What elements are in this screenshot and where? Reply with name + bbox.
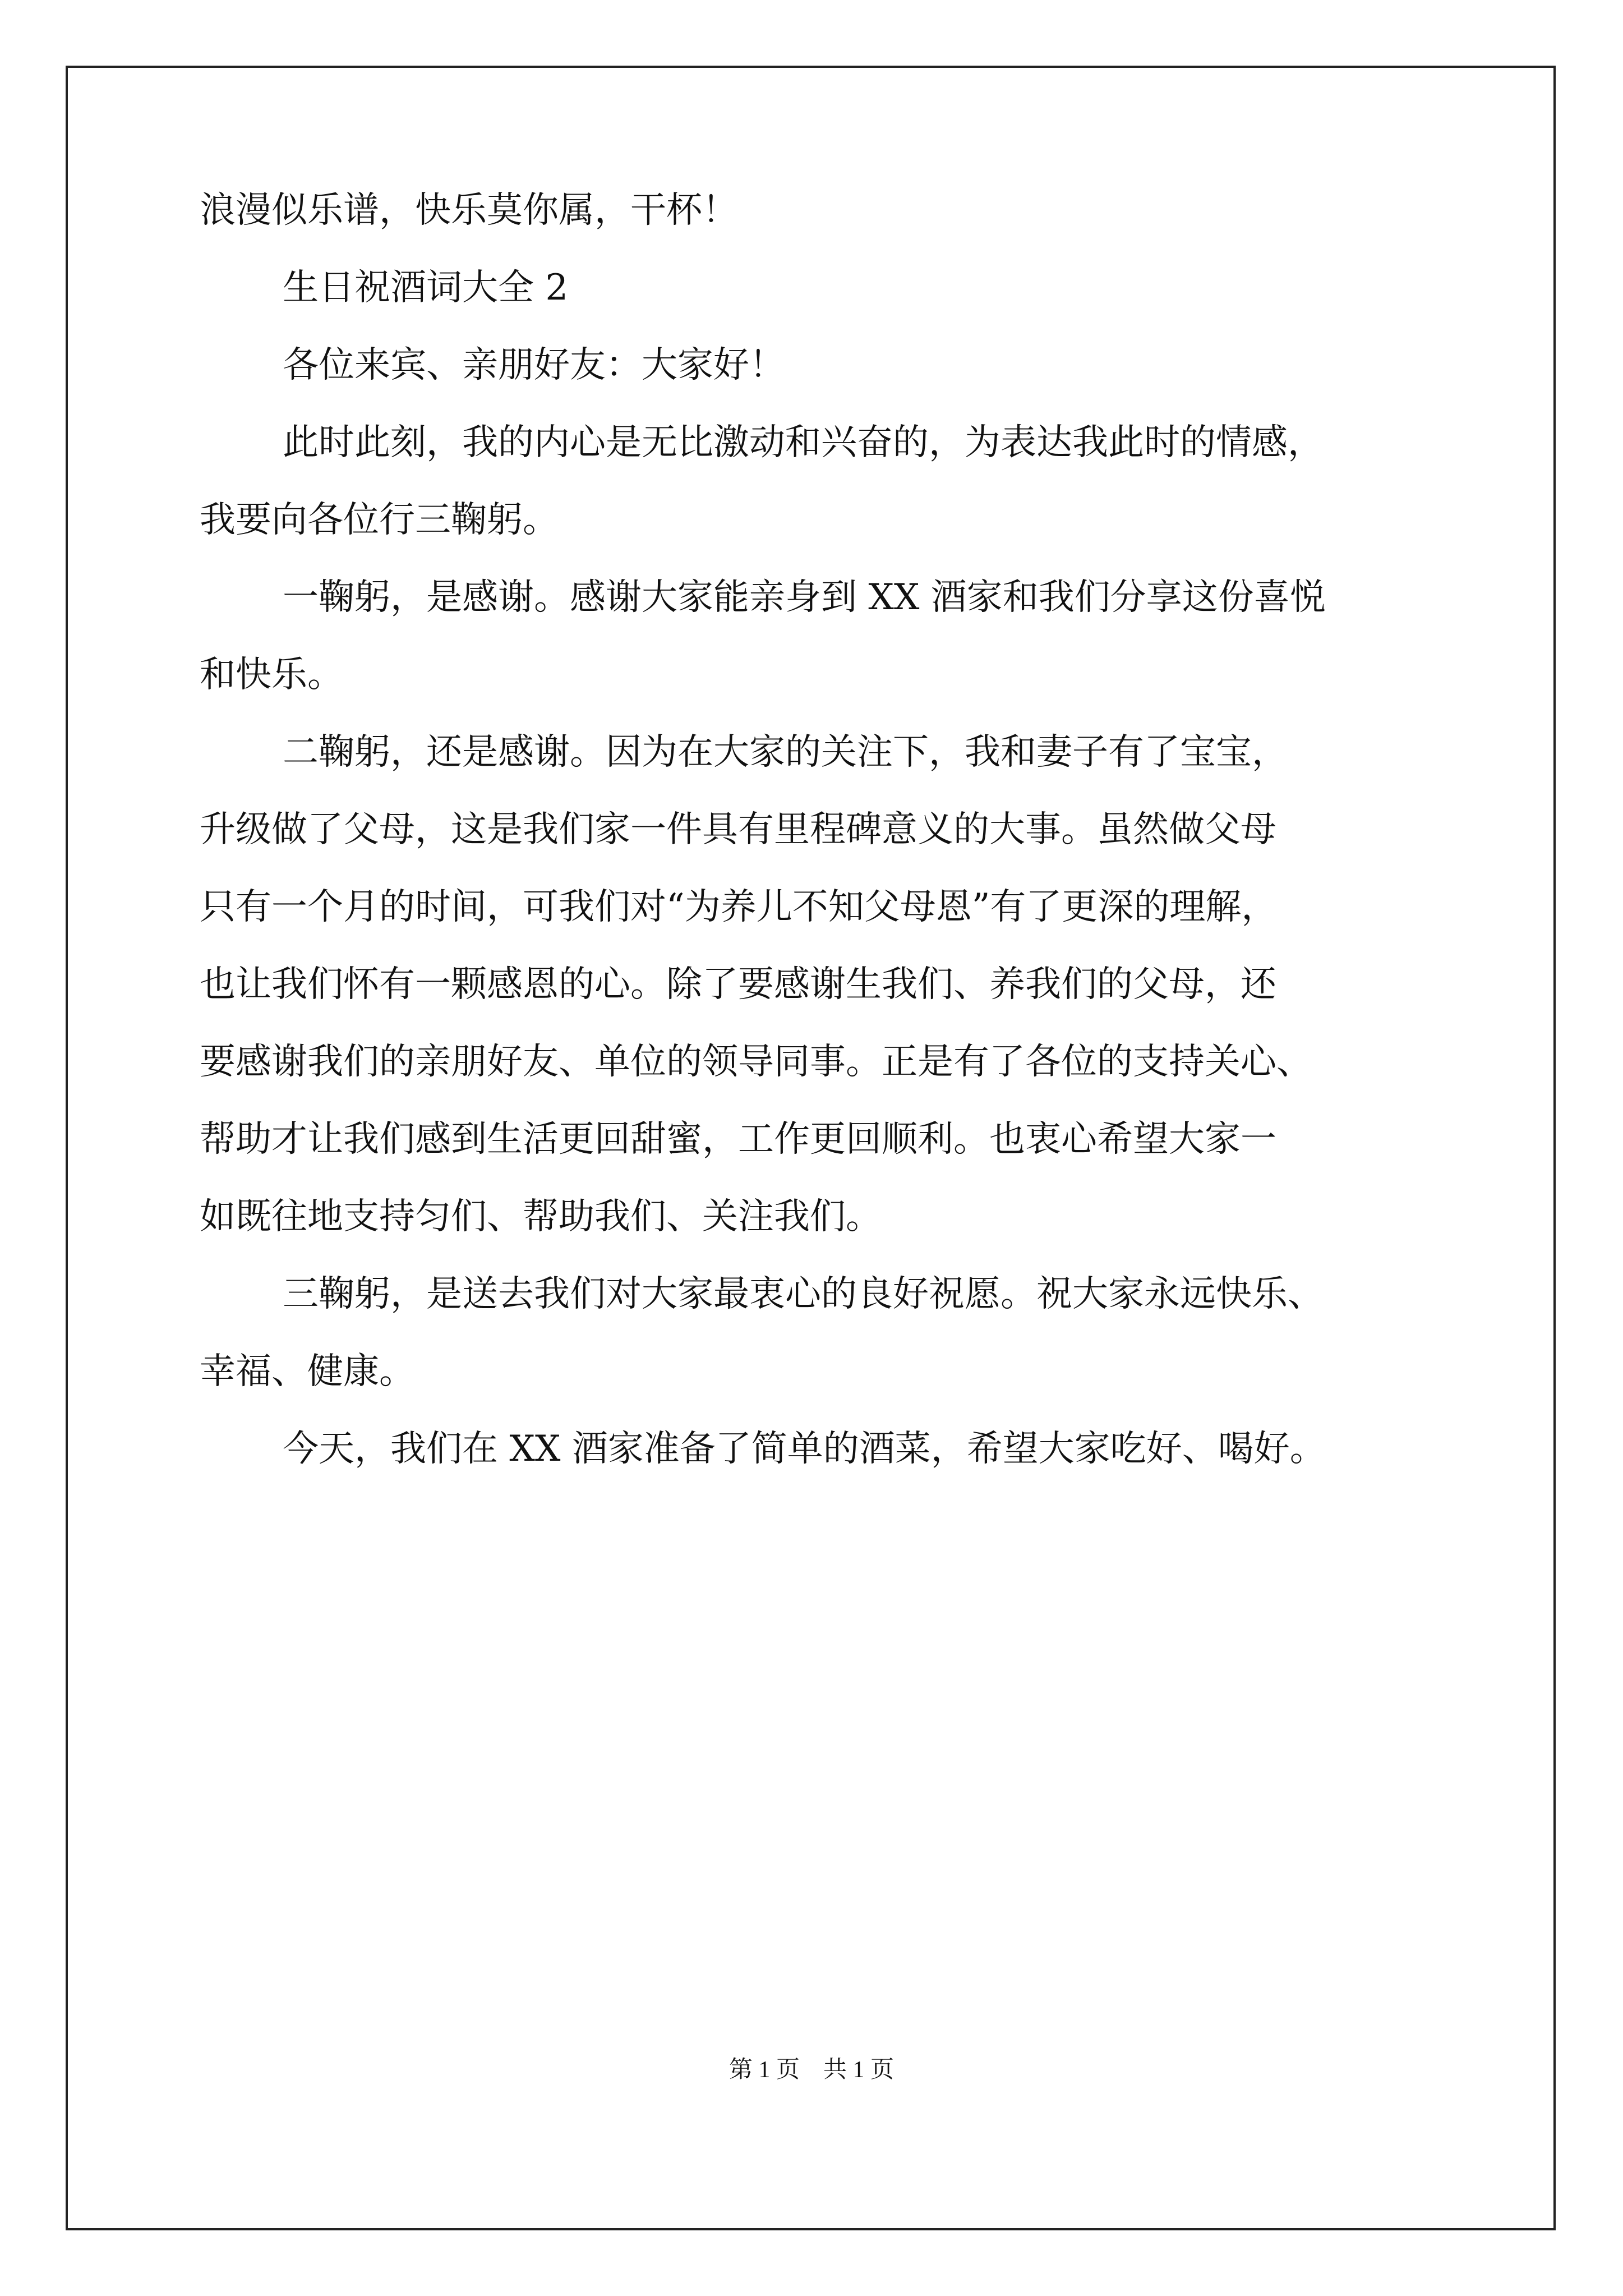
text-line: 升级做了父母，这是我们家一件具有里程碑意义的大事。虽然做父母 (200, 809, 1276, 850)
text-line: 今天，我们在 XX 酒家准备了简单的酒菜，希望大家吃好、喝好。 (283, 1428, 1326, 1470)
text-line: 如既往地支持匀们、帮助我们、关注我们。 (200, 1196, 882, 1237)
text-line: 此时此刻，我的内心是无比激动和兴奋的，为表达我此时的情感， (283, 422, 1324, 463)
text-line: 浪漫似乐谱，快乐莫你属，干杯！ (200, 190, 738, 231)
text-line: 只有一个月的时间，可我们对“为养儿不知父母恩”有了更深的理解， (200, 886, 1278, 928)
text-line: 也让我们怀有一颗感恩的心。除了要感谢生我们、养我们的父母，还 (200, 964, 1276, 1005)
section-heading: 生日祝酒词大全 2 (283, 267, 569, 309)
text-line: 和快乐。 (200, 654, 343, 696)
text-line: 帮助才让我们感到生活更回甜蜜，工作更回顺利。也衷心希望大家一 (200, 1119, 1276, 1160)
text-line: 二鞠躬，还是感谢。因为在大家的关注下，我和妻子有了宝宝， (283, 731, 1288, 773)
text-line: 一鞠躬，是感谢。感谢大家能亲身到 XX 酒家和我们分享这份喜悦 (283, 577, 1326, 618)
page-footer: 第 1 页 共 1 页 (728, 2057, 894, 2083)
text-line: 幸福、健康。 (200, 1351, 415, 1392)
text-line: 各位来宾、亲朋好友：大家好！ (283, 344, 785, 386)
text-line: 要感谢我们的亲朋好友、单位的领导同事。正是有了各位的支持关心、 (200, 1041, 1312, 1083)
text-line: 三鞠躬，是送去我们对大家最衷心的良好祝愿。祝大家永远快乐、 (283, 1273, 1324, 1315)
text-line: 我要向各位行三鞠躬。 (200, 499, 559, 541)
